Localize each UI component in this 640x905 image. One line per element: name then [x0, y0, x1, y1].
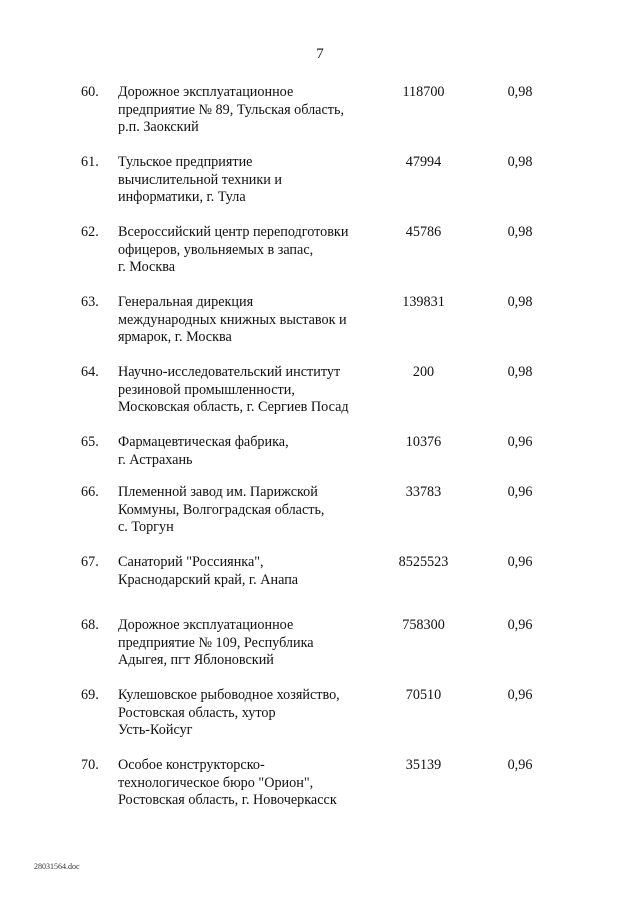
- row-number: 66.: [81, 484, 99, 500]
- table-row: [0, 154, 640, 224]
- row-number: 62.: [81, 224, 99, 240]
- page-number: 7: [316, 46, 324, 62]
- organization-table: [0, 84, 640, 827]
- coefficient: 0,96: [507, 434, 533, 450]
- organization-code: 118700: [402, 84, 445, 100]
- row-number: 63.: [81, 294, 99, 310]
- organization-name: Научно-исследовательский институт резиновой промышленности, Московская область, г. Сергиев Посад: [118, 364, 349, 415]
- row-number: 64.: [81, 364, 99, 380]
- table-row: [0, 224, 640, 294]
- organization-name: Всероссийский центр переподготовки офицеров, увольняемых в запас, г. Москва: [118, 224, 349, 275]
- organization-name: Санаторий "Россиянка", Краснодарский край, г. Анапа: [118, 554, 299, 588]
- organization-code: 200: [412, 364, 435, 380]
- organization-name: Тульское предприятие вычислительной техники и информатики, г. Тула: [118, 154, 283, 205]
- organization-code: 35139: [405, 757, 442, 773]
- row-number: 61.: [81, 154, 99, 170]
- coefficient: 0,96: [507, 484, 533, 500]
- row-number: 70.: [81, 757, 99, 773]
- coefficient: 0,98: [507, 364, 533, 380]
- organization-code: 47994: [405, 154, 442, 170]
- coefficient: 0,96: [507, 687, 533, 703]
- coefficient: 0,98: [507, 224, 533, 240]
- organization-code: 139831: [402, 294, 445, 310]
- organization-name: Дорожное эксплуатационное предприятие № 109, Республика Адыгея, пгт Яблоновский: [118, 617, 314, 668]
- row-number: 69.: [81, 687, 99, 703]
- organization-name: Дорожное эксплуатационное предприятие № 89, Тульская область, р.п. Заокский: [118, 84, 344, 135]
- organization-name: Кулешовское рыбоводное хозяйство, Ростовская область, хутор Усть-Койсуг: [118, 687, 340, 738]
- row-number: 60.: [81, 84, 99, 100]
- organization-code: 8525523: [398, 554, 449, 570]
- coefficient: 0,96: [507, 757, 533, 773]
- coefficient: 0,96: [507, 554, 533, 570]
- row-number: 67.: [81, 554, 99, 570]
- table-row: [0, 84, 640, 154]
- coefficient: 0,98: [507, 154, 533, 170]
- coefficient: 0,98: [507, 294, 533, 310]
- organization-code: 45786: [405, 224, 442, 240]
- organization-name: Генеральная дирекция международных книжных выставок и ярмарок, г. Москва: [118, 294, 347, 345]
- table-row: [0, 757, 640, 827]
- file-reference: 28031564.doc: [34, 862, 80, 871]
- row-number: 68.: [81, 617, 99, 633]
- table-row: [0, 617, 640, 687]
- organization-code: 758300: [402, 617, 445, 633]
- organization-code: 70510: [405, 687, 442, 703]
- table-row: [0, 364, 640, 434]
- table-row: [0, 687, 640, 757]
- table-row: [0, 434, 640, 484]
- organization-code: 10376: [405, 434, 442, 450]
- organization-name: Фармацевтическая фабрика, г. Астрахань: [118, 434, 289, 468]
- table-row: [0, 294, 640, 364]
- row-number: 65.: [81, 434, 99, 450]
- organization-code: 33783: [405, 484, 442, 500]
- organization-name: Особое конструкторско- технологическое бюро "Орион", Ростовская область, г. Новочеркасск: [118, 757, 337, 808]
- table-row: [0, 554, 640, 617]
- table-row: [0, 484, 640, 554]
- coefficient: 0,96: [507, 617, 533, 633]
- coefficient: 0,98: [507, 84, 533, 100]
- organization-name: Племенной завод им. Парижской Коммуны, Волгоградская область, с. Торгун: [118, 484, 325, 535]
